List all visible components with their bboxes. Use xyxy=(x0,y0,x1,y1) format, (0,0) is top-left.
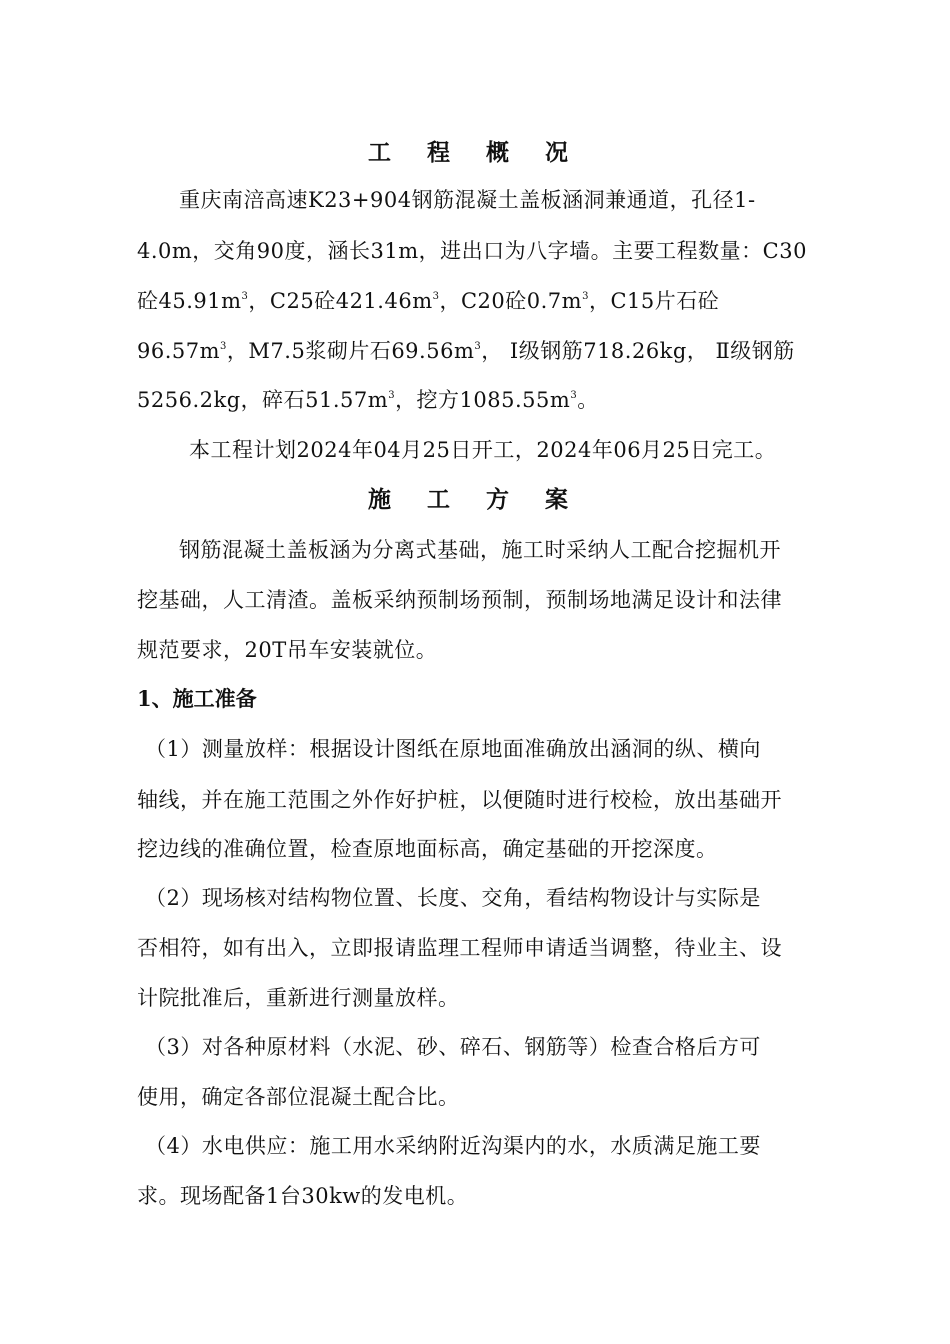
section-heading-preparation: 1、施工准备 xyxy=(137,686,257,711)
plan-intro-line-1: 钢筋混凝土盖板涵为分离式基础，施工时采纳人工配合挖掘机开 xyxy=(179,538,781,562)
plan-title: 施 工 方 案 xyxy=(367,486,583,513)
overview-title: 工 程 概 况 xyxy=(367,139,583,166)
overview-line-1: 重庆南涪高速K23+904钢筋混凝土盖板涵洞兼通道，孔径1- xyxy=(179,188,756,212)
item2-line-3: 计院批准后，重新进行测量放样。 xyxy=(137,986,460,1010)
item1-line-2: 轴线，并在施工范围之外作好护桩，以便随时进行校检，放出基础开 xyxy=(137,788,782,812)
overview-line-4: $96.57m^3$，M7.5浆砌片石$69.56m^3$， Ⅰ级钢筋718.26kg， Ⅱ级钢筋 xyxy=(137,339,795,363)
item3-line-1: （3）对各种原材料（水泥、砂、碎石、钢筋等）检查合格后方可 xyxy=(145,1035,761,1059)
schedule-line: 本工程计划2024年04月25日开工，2024年06月25日完工。 xyxy=(189,438,777,462)
plan-intro-line-3: 规范要求，20T吊车安装就位。 xyxy=(137,638,438,662)
overview-line-2: 4.0m，交角90度，涵长31m，进出口为八字墙。主要工程数量：C30 xyxy=(137,239,807,263)
item2-line-1: （2）现场核对结构物位置、长度、交角，看结构物设计与实际是 xyxy=(145,886,761,910)
overview-line-3: 砼$45.91m^3$，C25砼$421.46m^3$，C20砼$0.7m^3$，C15片石砼 xyxy=(137,289,720,313)
overview-line-5: 5256.2kg，碎石$51.57m^3$，挖方$1085.55m^3$。 xyxy=(137,388,599,412)
item1-line-3: 挖边线的准确位置，检查原地面标高，确定基础的开挖深度。 xyxy=(137,837,718,861)
item3-line-2: 使用，确定各部位混凝土配合比。 xyxy=(137,1085,460,1109)
plan-intro-line-2: 挖基础，人工清渣。盖板采纳预制场预制，预制场地满足设计和法律 xyxy=(137,588,782,612)
item4-line-2: 求。现场配备1台30kw的发电机。 xyxy=(137,1184,469,1208)
item1-line-1: （1）测量放样：根据设计图纸在原地面准确放出涵洞的纵、横向 xyxy=(145,737,761,761)
item2-line-2: 否相符，如有出入，立即报请监理工程师申请适当调整，待业主、设 xyxy=(137,936,782,960)
item4-line-1: （4）水电供应：施工用水采纳附近沟渠内的水，水质满足施工要 xyxy=(145,1134,761,1158)
